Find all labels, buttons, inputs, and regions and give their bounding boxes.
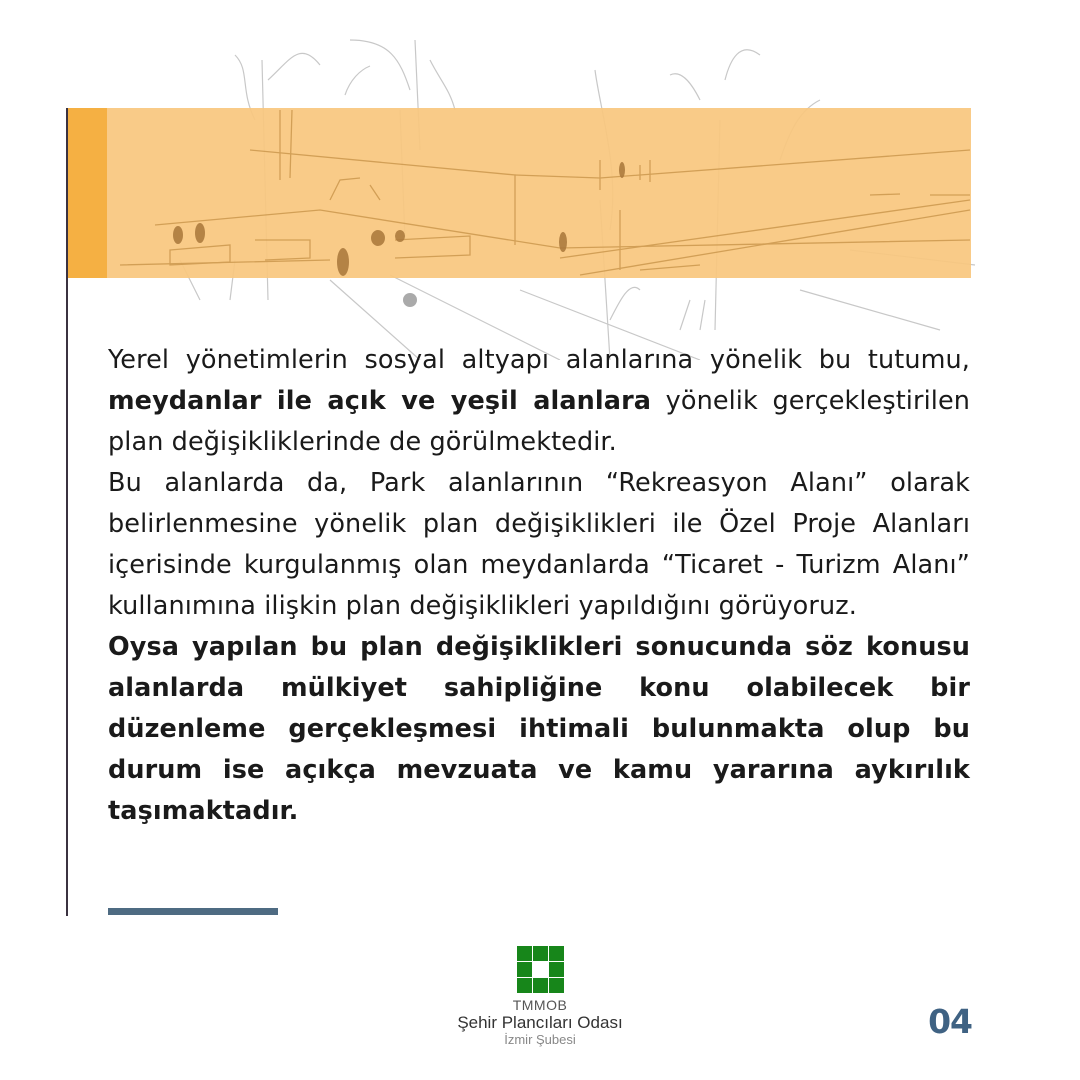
paragraph-1-text-end: yönelik gerçekleştirilen plan değişikliklerinde de görülmektedir. [108,386,970,457]
paragraph-3-conclusion: Oysa yapılan bu plan değişiklikleri sonucunda söz konusu alanlarda mülkiyet sahipliğine konu olabilecek bir düzenleme gerçekleşmesi ihtimali bulunmakta olup bu durum ise açıkça mevzuata ve kamu yararına aykırılık taşımaktadır. [108,632,970,826]
tmmob-grid-logo-icon [517,946,564,993]
paragraph-1-emphasis: meydanlar ile açık ve yeşil alanlara [108,386,652,416]
logo-branch-name: İzmir Şubesi [504,1032,576,1047]
left-vertical-rule [66,108,68,916]
organization-logo [440,946,640,1047]
paragraph-1-text-start: Yerel yönetimlerin sosyal altyapı alanlarına yönelik bu tutumu, [108,345,970,375]
logo-organization-name: Şehir Plancıları Odası [457,1013,623,1032]
logo-tmmob-text: TMMOB [512,997,568,1013]
paragraph-2: Bu alanlarda da, Park alanlarının “Rekreasyon Alanı” olarak belirlenmesine yönelik plan değişiklikleri ile Özel Proje Alanları içerisinde kurgulanmış olan meydanlarda “Ticaret - Turizm Alanı” kullanımına ilişkin plan değişiklikleri yapıldığını görüyoruz. [108,468,970,621]
sketch-grey-figure [0,0,1080,360]
paragraph-1 [108,340,970,463]
page-number: 04 [928,1002,972,1041]
bottom-accent-bar [108,908,278,915]
body-text [108,340,970,832]
